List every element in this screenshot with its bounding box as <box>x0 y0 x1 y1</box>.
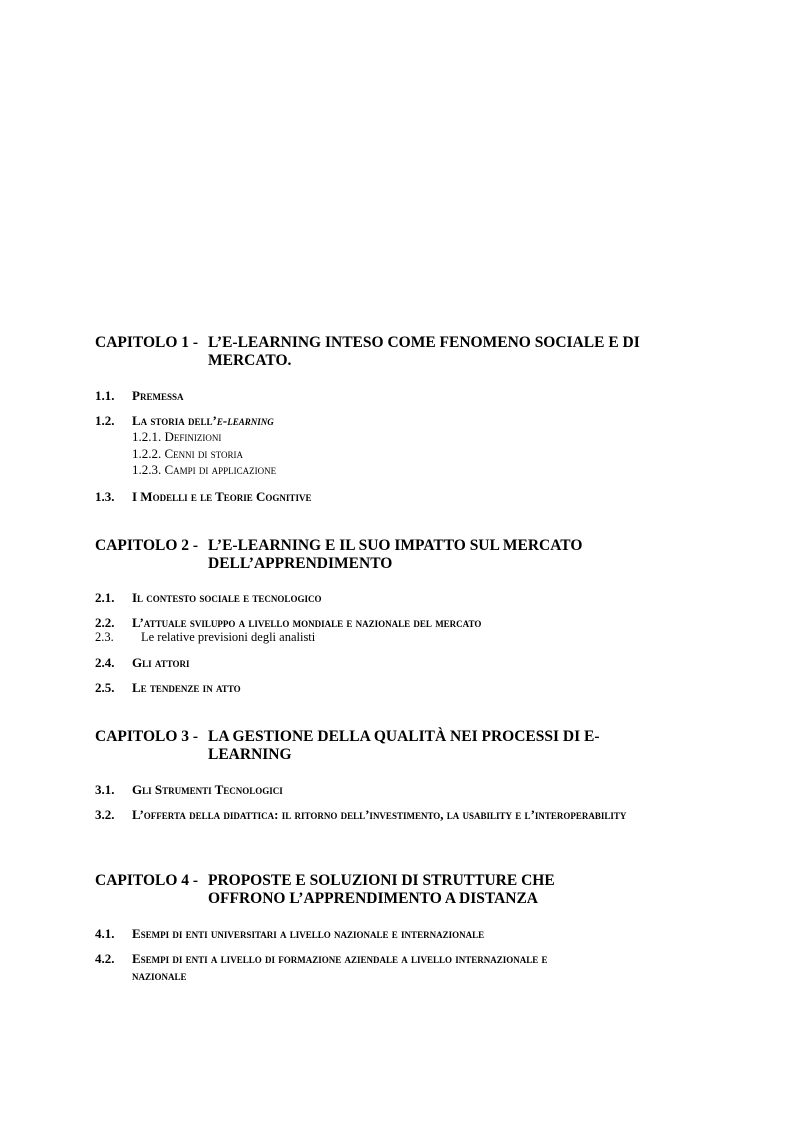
chapter-4-heading <box>95 872 655 908</box>
toc-entry-1-1 <box>95 387 655 404</box>
toc-entry-3-2 <box>95 806 655 823</box>
section-title: Le tendenze in atto <box>132 680 241 695</box>
section-number: 1.2. <box>95 413 115 428</box>
section-number: 2.4. <box>95 655 115 670</box>
section-title: Gli Strumenti Tecnologici <box>132 782 283 797</box>
section-title <box>132 412 655 429</box>
section-title: L’offerta della didattica: il ritorno dell’investimento, la usability e l’interoperability <box>132 807 627 822</box>
section-title: L’attuale sviluppo a livello mondiale e nazionale del mercato <box>132 615 482 630</box>
chapter-number: CAPITOLO 3 - <box>95 728 199 745</box>
section-number: 3.2. <box>95 807 115 822</box>
section-number: 2.3. <box>95 630 114 644</box>
toc-entry-2-1 <box>95 589 655 606</box>
toc-entry-2-2 <box>95 614 655 631</box>
toc-entry-2-3 <box>95 630 315 645</box>
chapter-1-heading <box>95 334 655 370</box>
toc-entry-1-2 <box>95 412 655 429</box>
section-number: 1.1. <box>95 388 115 403</box>
toc-entry-1-2-1: 1.2.1. Definizioni <box>132 429 222 444</box>
section-number: 2.1. <box>95 590 115 605</box>
toc-entry-2-5 <box>95 679 655 696</box>
toc-entry-1-3 <box>95 488 655 505</box>
chapter-number: CAPITOLO 4 - <box>95 872 199 889</box>
chapter-title: L’E-LEARNING INTESO COME FENOMENO SOCIALE E DI MERCATO. <box>208 334 640 369</box>
section-title: Esempi di enti a livello di formazione aziendale a livello internazionale e nazionale <box>132 951 548 983</box>
chapter-title: PROPOSTE E SOLUZIONI DI STRUTTURE CHE OFFRONO L’APPRENDIMENTO A DISTANZA <box>208 872 555 907</box>
toc-entry-4-2 <box>95 950 565 984</box>
section-title: I Modelli e le Teorie Cognitive <box>132 489 312 504</box>
chapter-number: CAPITOLO 2 - <box>95 537 199 554</box>
section-title: Il contesto sociale e tecnologico <box>132 590 322 605</box>
section-title: Gli attori <box>132 655 190 670</box>
section-number: 2.2. <box>95 615 115 630</box>
chapter-3-heading <box>95 728 655 764</box>
toc-entry-1-2-2: 1.2.2. Cenni di storia <box>132 446 244 461</box>
toc-entry-4-1 <box>95 925 655 942</box>
section-number: 1.3. <box>95 489 115 504</box>
toc-entry-1-2-3: 1.2.3. Campi di applicazione <box>132 462 277 477</box>
section-title-italic: e-learning <box>216 413 274 428</box>
section-title-prefix: La storia dell’ <box>132 413 217 428</box>
section-title: Le relative previsioni degli analisti <box>141 630 316 644</box>
toc-entry-3-1 <box>95 781 655 798</box>
section-title: Premessa <box>132 388 184 403</box>
chapter-title: L’E-LEARNING E IL SUO IMPATTO SUL MERCATO DELL’APPRENDIMENTO <box>208 537 583 572</box>
section-title: Esempi di enti universitari a livello nazionale e internazionale <box>132 926 485 941</box>
section-number: 2.5. <box>95 680 115 695</box>
chapter-title: LA GESTIONE DELLA QUALITÀ NEI PROCESSI DI E-LEARNING <box>208 728 600 763</box>
section-number: 3.1. <box>95 782 115 797</box>
chapter-2-heading <box>95 537 655 573</box>
section-number: 4.2. <box>95 951 115 966</box>
toc-entry-2-4 <box>95 654 655 671</box>
chapter-number: CAPITOLO 1 - <box>95 334 199 351</box>
section-number: 4.1. <box>95 926 115 941</box>
